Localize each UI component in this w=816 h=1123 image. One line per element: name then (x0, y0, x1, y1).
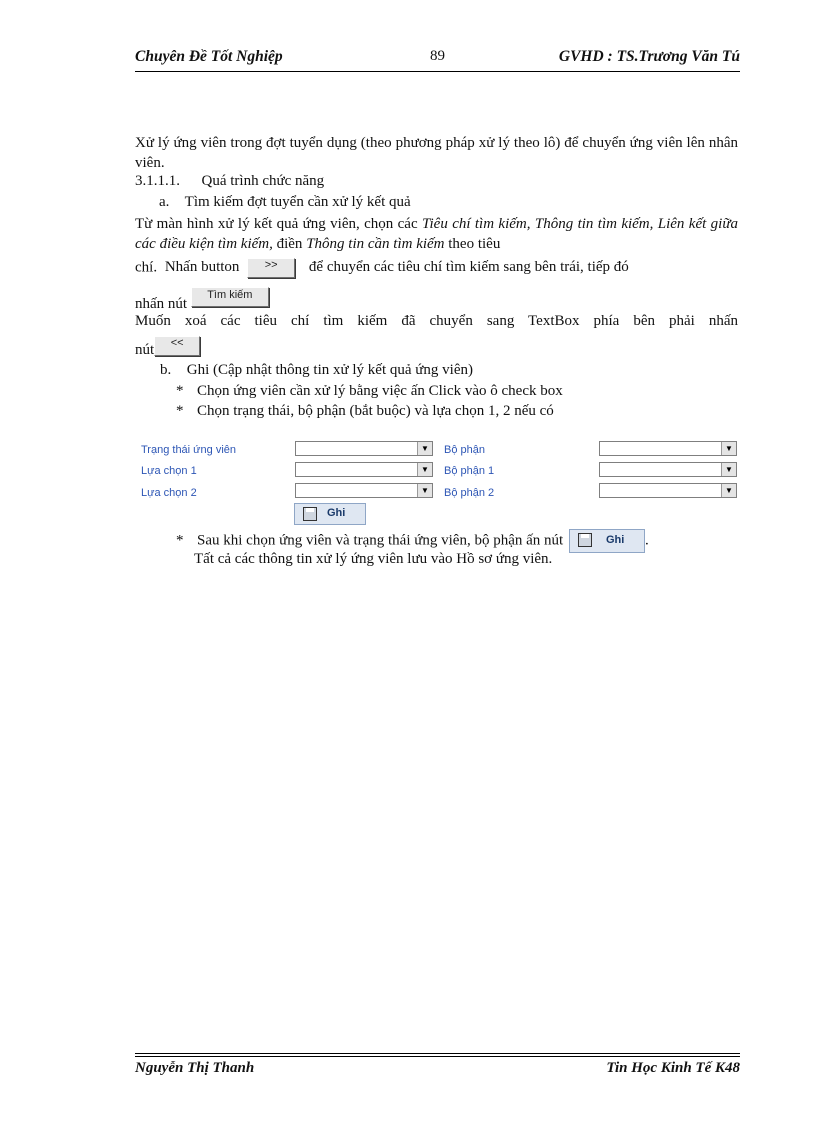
footer-author: Nguyễn Thị Thanh (135, 1060, 255, 1076)
para1-text-2: điền (272, 236, 307, 252)
dropdown-arrow-icon[interactable]: ▼ (721, 484, 736, 497)
search-instructions (135, 214, 738, 254)
note-period: . (644, 532, 649, 549)
page-number: 89 (430, 48, 445, 64)
label-department-1: Bộ phận 1 (444, 465, 495, 477)
para1-text-1: Từ màn hình xử lý kết quả ứng viên, chọn các (135, 216, 422, 232)
para1-line-with-search-button (135, 287, 738, 313)
label-department: Bộ phận (444, 444, 485, 456)
candidate-status-form (138, 438, 744, 524)
section-heading (135, 173, 738, 190)
dropdown-arrow-icon[interactable]: ▼ (721, 463, 736, 476)
page-header (135, 48, 740, 70)
candidate-status-select[interactable] (295, 441, 433, 456)
para1-chi: chí. (135, 259, 158, 276)
move-left-button[interactable]: << (154, 336, 200, 356)
note-line-1 (176, 529, 741, 553)
section-number: 3.1.1.1. (135, 173, 180, 189)
bullet-text: Chọn trạng thái, bộ phận (bắt buộc) và lựa chọn 1, 2 nếu có (197, 403, 554, 419)
para2-line1: Muốn xoá các tiêu chí tìm kiếm đã chuyển sang TextBox phía bên phải nhấn (135, 313, 738, 329)
dropdown-arrow-icon[interactable]: ▼ (417, 442, 432, 455)
save-button-label: Ghi (605, 534, 625, 546)
save-button[interactable] (294, 503, 366, 525)
label-candidate-status: Trạng thái ứng viên (141, 444, 237, 456)
dropdown-arrow-icon[interactable]: ▼ (721, 442, 736, 455)
step-b-marker: b. (160, 362, 172, 378)
intro-paragraph: Xử lý ứng viên trong đợt tuyển dụng (theo phương pháp xử lý theo lô) để chuyển ứng viên lên nhân viên. (135, 135, 738, 171)
move-right-button[interactable]: >> (247, 258, 295, 278)
para2-line2 (135, 336, 738, 359)
footer-rule-thin (135, 1056, 740, 1057)
page-footer (135, 1060, 740, 1080)
header-supervisor: GVHD : TS.Trương Văn Tú (558, 48, 740, 65)
search-button[interactable]: Tìm kiếm (191, 287, 269, 307)
label-option-1: Lựa chọn 1 (141, 465, 197, 477)
step-a-title: Tìm kiếm đợt tuyển cần xử lý kết quả (184, 194, 411, 210)
para1-line-with-move-button (135, 258, 738, 278)
para2-nut: nút (135, 342, 155, 359)
department-select[interactable] (599, 441, 737, 456)
para1-italic-2: Thông tin cần tìm kiếm (306, 236, 445, 252)
header-rule (135, 71, 740, 72)
dropdown-arrow-icon[interactable]: ▼ (417, 463, 432, 476)
department-2-select[interactable] (599, 483, 737, 498)
step-a-marker: a. (159, 194, 170, 210)
footer-class: Tin Học Kinh Tế K48 (606, 1060, 740, 1076)
para1-italic-1: Tiêu chí tìm kiếm, Thông tin tìm kiếm, Liên kết giữa các điều kiện tìm kiếm, (135, 216, 738, 252)
step-b-heading (160, 362, 763, 379)
save-button-label: Ghi (327, 507, 346, 519)
bullet-item (176, 403, 779, 420)
save-disk-icon (578, 533, 592, 547)
para1-text-3: theo tiêu (444, 236, 501, 252)
note-text-1: Sau khi chọn ứng viên và trạng thái ứng viên, bộ phận ấn nút (197, 532, 564, 549)
note-line-2: Tất cả các thông tin xử lý ứng viên lưu vào Hồ sơ ứng viên. (194, 551, 553, 567)
save-disk-icon (303, 507, 317, 521)
option-2-select[interactable] (295, 483, 433, 498)
label-department-2: Bộ phận 2 (444, 487, 495, 499)
header-title: Chuyên Đề Tốt Nghiệp (135, 48, 283, 65)
step-a-heading (159, 194, 762, 211)
bullet-star: * (176, 383, 184, 399)
section-title: Quá trình chức năng (201, 173, 325, 189)
bullet-item (176, 383, 779, 400)
bullet-star: * (176, 403, 184, 419)
option-1-select[interactable] (295, 462, 433, 477)
dropdown-arrow-icon[interactable]: ▼ (417, 484, 432, 497)
para1-move-text: để chuyển các tiêu chí tìm kiếm sang bên trái, tiếp đó (308, 259, 629, 276)
bullet-text: Chọn ứng viên cần xử lý bằng việc ấn Click vào ô check box (197, 383, 563, 399)
step-b-title: Ghi (Cập nhật thông tin xử lý kết quả ứng viên) (186, 362, 473, 378)
para1-press-button: Nhấn button (164, 259, 240, 276)
label-option-2: Lựa chọn 2 (141, 487, 197, 499)
bullet-star: * (176, 532, 184, 549)
department-1-select[interactable] (599, 462, 737, 477)
para1-press-key: nhấn nút (135, 296, 188, 313)
save-button-inline[interactable] (569, 529, 645, 553)
footer-rule (135, 1053, 740, 1054)
